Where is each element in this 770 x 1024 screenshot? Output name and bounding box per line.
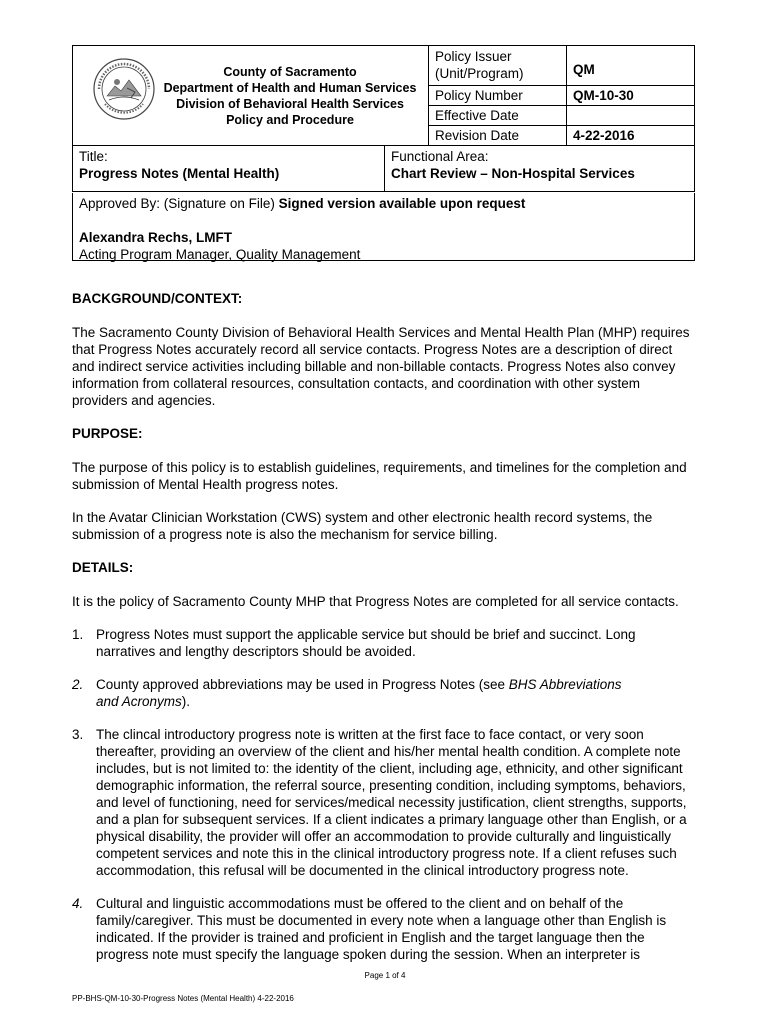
title-value: Progress Notes (Mental Health): [79, 166, 280, 181]
list-item-2-text-a: County approved abbreviations may be used in Progress Notes (see: [96, 677, 509, 692]
approved-by-note: Signed version available upon request: [278, 196, 526, 211]
functional-area-label: Functional Area:: [391, 149, 489, 164]
policy-issuer-label-1: Policy Issuer: [435, 49, 512, 64]
effective-date-label: Effective Date: [429, 106, 567, 126]
list-item-4: [72, 895, 697, 963]
background-text: The Sacramento County Division of Behavioral Health Services and Mental Health Plan (MHP) requires that Progress Notes accurately record all service contacts. Progress Notes are a description of direct and indirect service activities including billable and non-billable contacts. Progress Notes also convey information from collateral resources, consultation contacts, and coordination with other system providers and agencies.: [72, 325, 690, 408]
list-item-3: [72, 726, 697, 879]
list-item-2-reference: BHS Abbreviations and Acronyms: [96, 677, 622, 709]
policy-header-table: [72, 45, 695, 192]
details-heading: DETAILS:: [72, 560, 134, 575]
policy-issuer-label-cell: [429, 46, 567, 86]
list-item-1-number: 1.: [72, 627, 84, 642]
purpose-text-2: In the Avatar Clinician Workstation (CWS) system and other electronic health record systems, the submission of a progress note is also the mechanism for service billing.: [72, 510, 653, 542]
footer-filename: PP-BHS-QM-10-30-Progress Notes (Mental Health) 4-22-2016: [72, 994, 294, 1003]
approver-title: Acting Program Manager, Quality Management: [79, 247, 361, 262]
title-cell: [73, 146, 385, 192]
policy-number-value: QM-10-30: [567, 86, 695, 106]
org-line-2: Department of Health and Human Services: [163, 81, 417, 95]
policy-body: [72, 290, 697, 963]
list-item-2: [72, 676, 697, 710]
list-item-3-text: The clincal introductory progress note is written at the first face to face contact, or very soon thereafter, providing an overview of the client and his/her mental health condition. A complete note includes, but is not limited to: the identity of the client, including age, ethnicity, and other significant demographic information, the referral source, presenting condition, including symptoms, behaviors, and level of functioning, need for services/medical necessity justification, client strengths, supports, and a plan for subsequent services. If a client indicates a primary language other than English, or a physical disability, the provider will offer an accommodation to provide culturally and linguistically competent services and note this in the clinical introductory progress note. If a client refuses such accommodation, this refusal will be documented in the clinical introductory progress note.: [96, 727, 687, 878]
org-line-1: County of Sacramento: [223, 65, 357, 79]
list-item-1-text: Progress Notes must support the applicable service but should be brief and succinct. Long narratives and lengthy descriptors should be avoided.: [96, 627, 636, 659]
approval-block: [72, 193, 695, 261]
functional-area-cell: [385, 146, 695, 192]
policy-issuer-value: QM: [567, 46, 695, 86]
approved-by-prefix: Approved By: (Signature on File): [79, 196, 279, 211]
title-label: Title:: [79, 149, 108, 164]
revision-date-value: 4-22-2016: [567, 126, 695, 146]
org-header-cell: [73, 46, 429, 146]
approver-name: Alexandra Rechs, LMFT: [79, 230, 233, 245]
effective-date-value: [567, 106, 695, 126]
county-seal-icon: [93, 58, 155, 120]
functional-area-value: Chart Review – Non-Hospital Services: [391, 166, 635, 181]
list-item-4-text: Cultural and linguistic accommodations must be offered to the client and on behalf of the family/caregiver. This must be documented in every note when a language other than English is indicated. If the provider is trained and proficient in English and the target language then the progress note must specify the language spoken during the session. When an interpreter is: [96, 896, 667, 962]
list-item-2-number: 2.: [72, 677, 84, 692]
revision-date-label: Revision Date: [429, 126, 567, 146]
org-block: [155, 64, 425, 128]
page-number: Page 1 of 4: [364, 971, 406, 980]
list-item-2-text-b: ).: [181, 694, 191, 709]
background-heading: BACKGROUND/CONTEXT:: [72, 291, 243, 306]
policy-issuer-label-2: (Unit/Program): [435, 66, 524, 81]
org-line-3: Division of Behavioral Health Services: [176, 97, 404, 111]
list-item-1: [72, 626, 697, 660]
policy-number-label: Policy Number: [429, 86, 567, 106]
list-item-4-number: 4.: [72, 896, 84, 911]
details-intro: It is the policy of Sacramento County MHP that Progress Notes are completed for all service contacts.: [72, 594, 679, 609]
org-line-4: Policy and Procedure: [226, 113, 354, 127]
purpose-text-1: The purpose of this policy is to establish guidelines, requirements, and timelines for the completion and submission of Mental Health progress notes.: [72, 460, 687, 492]
purpose-heading: PURPOSE:: [72, 426, 143, 441]
list-item-3-number: 3.: [72, 727, 84, 742]
